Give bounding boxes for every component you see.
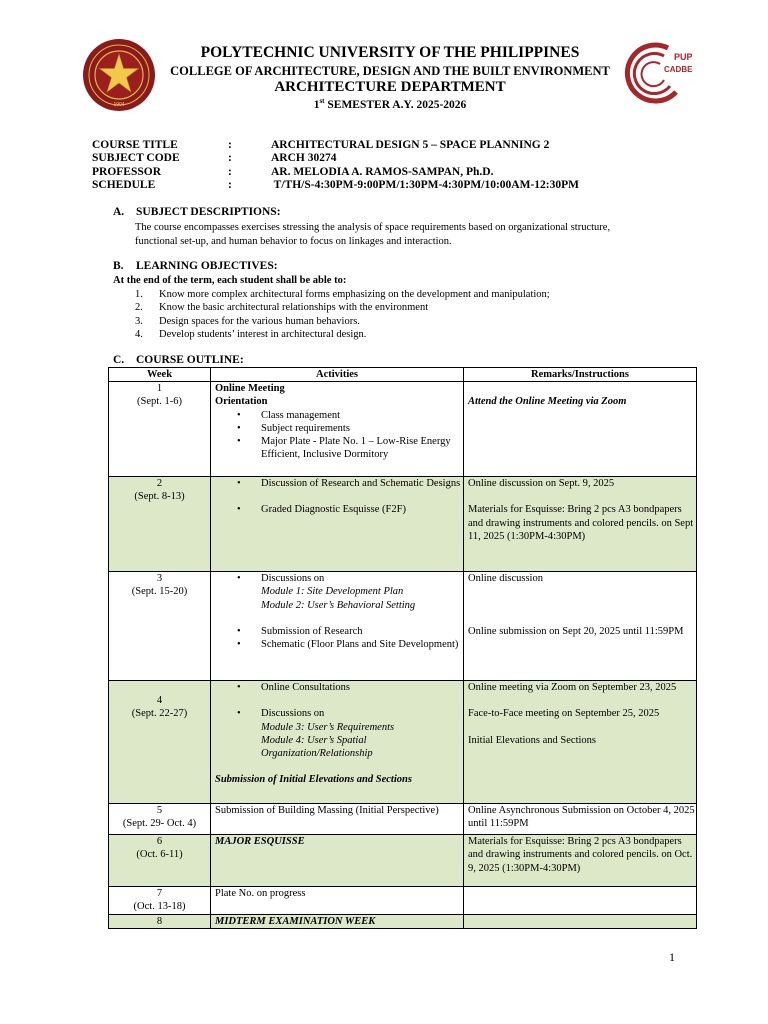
table-row bbox=[109, 804, 697, 835]
objective-item: 2. Know the basic architectural relationships with the environment bbox=[135, 302, 429, 313]
subject-description-line-2: functional set-up, and human behavior to focus on linkages and interaction. bbox=[135, 236, 452, 247]
remarks-cell: Online discussion Online submission on Sept 20, 2025 until 11:59PM bbox=[464, 572, 697, 681]
logo-text-pup: PUP bbox=[674, 52, 693, 62]
activities-cell: • Discussions on Module 1: Site Development Plan Module 2: User’s Behavioral Setting • Submission of Research • Schematic (Floor Plans and Site Development) bbox=[211, 572, 464, 681]
remarks-cell: Online meeting via Zoom on September 23, 2025 Face-to-Face meeting on September 25, 2025 Initial Elevations and Sections bbox=[464, 681, 697, 804]
table-row bbox=[109, 681, 697, 804]
semester-line: 1st SEMESTER A.Y. 2025-2026 bbox=[313, 97, 467, 111]
cadbe-logo-icon bbox=[624, 40, 693, 110]
remarks-cell: Materials for Esquisse: Bring 2 pcs A3 bondpapers and drawing instruments and colored pencils. on Oct. 9, 2025 (1:30PM-4:30PM) bbox=[464, 835, 697, 887]
section-c-heading: C. COURSE OUTLINE: bbox=[113, 354, 244, 366]
table-row bbox=[109, 915, 697, 929]
column-header-activities: Activities bbox=[211, 368, 464, 382]
week-cell: 3 (Sept. 15-20) bbox=[109, 572, 211, 681]
university-name: POLYTECHNIC UNIVERSITY OF THE PHILIPPINES bbox=[200, 44, 580, 61]
section-a-heading: A. SUBJECT DESCRIPTIONS: bbox=[113, 206, 281, 218]
subject-code-row: SUBJECT CODE : ARCH 30274 bbox=[92, 152, 337, 165]
week-cell: 1 (Sept. 1-6) bbox=[109, 382, 211, 477]
objective-item: 3. Design spaces for the various human behaviors. bbox=[135, 316, 360, 327]
department-name: ARCHITECTURE DEPARTMENT bbox=[274, 79, 506, 95]
professor-row: PROFESSOR : AR. MELODIA A. RAMOS-SAMPAN, Ph.D. bbox=[92, 165, 494, 178]
activities-cell: • Online Consultations • Discussions on Module 3: User’s Requirements Module 4: User’s Spatial Organization/Relationship Submission of Initial Elevations and Sections bbox=[211, 681, 464, 804]
activities-cell: Submission of Building Massing (Initial Perspective) bbox=[211, 804, 464, 835]
activities-cell: Online Meeting Orientation • Class management • Subject requirements • Major Plate - Plate No. 1 – Low-Rise Energy Efficient, Inclusive Dormitory bbox=[211, 382, 464, 477]
remarks-cell bbox=[464, 915, 697, 929]
activities-cell: • Discussion of Research and Schematic Designs • Graded Diagnostic Esquisse (F2F) bbox=[211, 477, 464, 572]
activities-cell: Plate No. on progress bbox=[211, 887, 464, 915]
column-header-week: Week bbox=[109, 368, 211, 382]
week-cell: 2 (Sept. 8-13) bbox=[109, 477, 211, 572]
table-row bbox=[109, 477, 697, 572]
table-row bbox=[109, 572, 697, 681]
course-title-row: COURSE TITLE : ARCHITECTURAL DESIGN 5 – SPACE PLANNING 2 bbox=[92, 139, 550, 151]
college-name: COLLEGE OF ARCHITECTURE, DESIGN AND THE BUILT ENVIRONMENT bbox=[170, 64, 610, 78]
university-seal-icon bbox=[82, 38, 156, 112]
table-row bbox=[109, 835, 697, 887]
week-cell: 4 (Sept. 22-27) bbox=[109, 681, 211, 804]
remarks-cell bbox=[464, 887, 697, 915]
seal-year: 1904 bbox=[113, 102, 125, 108]
activities-cell: MAJOR ESQUISSE bbox=[211, 835, 464, 887]
week-cell: 5 (Sept. 29- Oct. 4) bbox=[109, 804, 211, 835]
week-cell: 6 (Oct. 6-11) bbox=[109, 835, 211, 887]
section-b-heading: B. LEARNING OBJECTIVES: bbox=[113, 260, 278, 272]
week-cell: 8 bbox=[109, 915, 211, 929]
table-row bbox=[109, 382, 697, 477]
week-cell: 7 (Oct. 13-18) bbox=[109, 887, 211, 915]
column-header-remarks: Remarks/Instructions bbox=[464, 368, 697, 382]
activities-cell: MIDTERM EXAMINATION WEEK bbox=[211, 915, 464, 929]
logo-text-cadbe: CADBE bbox=[664, 65, 693, 74]
objectives-intro: At the end of the term, each student shall be able to: bbox=[113, 275, 347, 286]
schedule-row: SCHEDULE : T/TH/S-4:30PM-9:00PM/1:30PM-4:30PM/10:00AM-12:30PM bbox=[92, 179, 579, 192]
table-header-row bbox=[109, 368, 697, 382]
page-number: 1 bbox=[669, 950, 675, 964]
table-row bbox=[109, 887, 697, 915]
remarks-cell: Online discussion on Sept. 9, 2025 Materials for Esquisse: Bring 2 pcs A3 bondpapers and drawing instruments and colored pencils. on Sept 11, 2025 (1:30PM-4:30PM) bbox=[464, 477, 697, 572]
subject-description-line-1: The course encompasses exercises stressing the analysis of space requirements based on organizational structure, bbox=[135, 222, 611, 233]
objective-item: 1. Know more complex architectural forms emphasizing on the development and manipulation; bbox=[135, 289, 550, 300]
remarks-cell: Attend the Online Meeting via Zoom bbox=[464, 382, 697, 477]
remarks-cell: Online Asynchronous Submission on October 4, 2025 until 11:59PM bbox=[464, 804, 697, 835]
course-info bbox=[92, 139, 579, 193]
objective-item: 4. Develop students’ interest in architectural design. bbox=[135, 329, 367, 340]
course-outline-table bbox=[108, 367, 697, 929]
